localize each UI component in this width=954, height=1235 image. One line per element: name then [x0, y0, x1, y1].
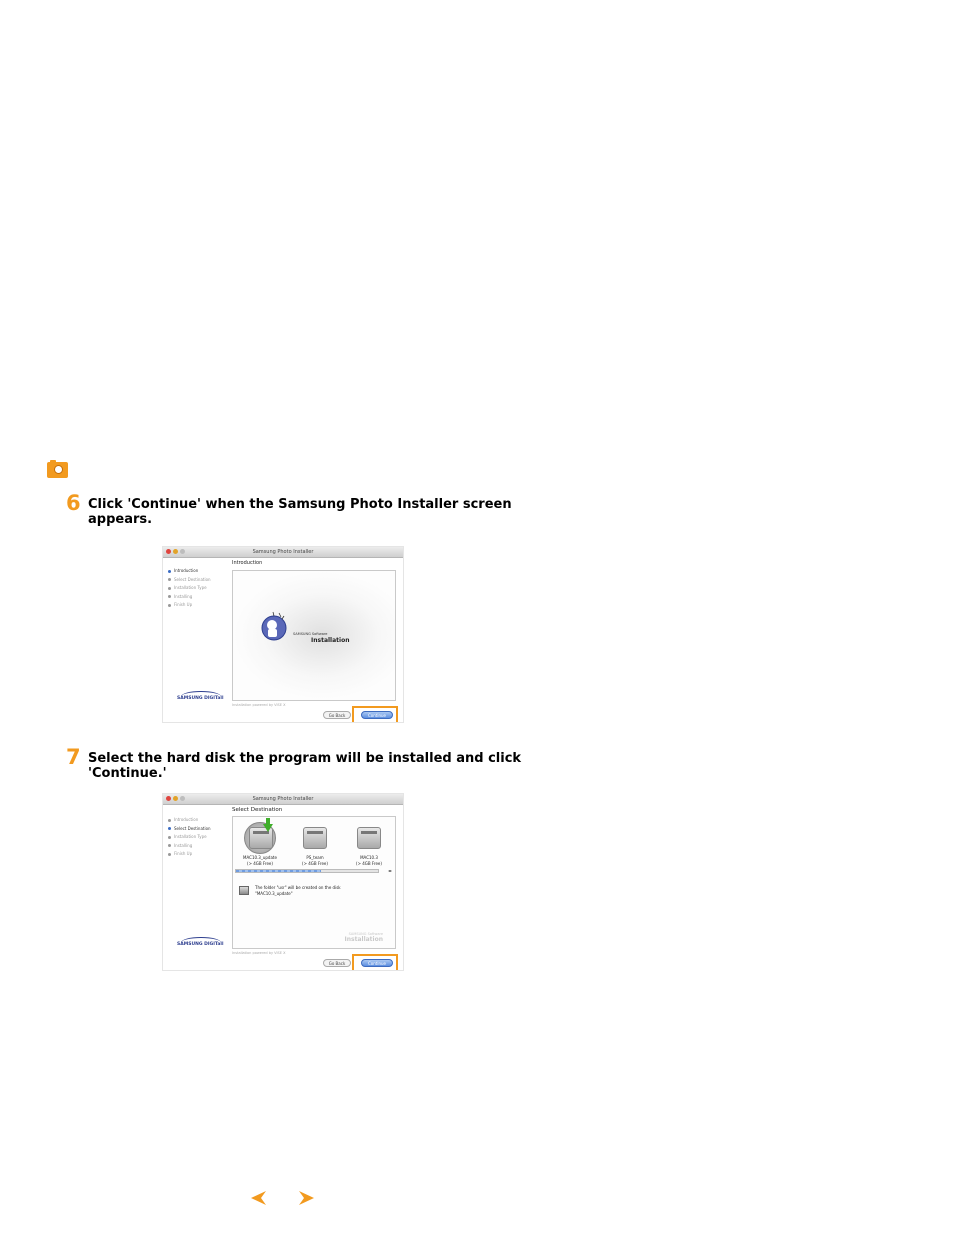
disk-option[interactable] — [353, 825, 385, 851]
brand-large-text: Installation — [311, 637, 350, 644]
sidebar-item: Introduction — [168, 567, 230, 576]
folder-disk-icon — [239, 886, 249, 895]
section-title: Select Destination — [232, 807, 283, 813]
continue-highlight — [352, 954, 398, 971]
step-number: 7 — [66, 745, 81, 769]
sidebar-item: Introduction — [168, 816, 230, 825]
step-number: 6 — [66, 491, 81, 515]
arrow-right-icon[interactable] — [298, 1190, 316, 1206]
sidebar-item: Installing — [168, 593, 230, 602]
destination-pane — [232, 816, 396, 949]
continue-button[interactable]: Continue — [361, 959, 393, 967]
installer-footnote: Installation powered by VISE X — [232, 951, 286, 955]
sidebar-item: Select Destination — [168, 576, 230, 585]
sidebar-item: Installing — [168, 842, 230, 851]
step-instruction: Select the hard disk the program will be installed and click 'Continue.' — [88, 751, 522, 781]
sidebar-item: Select Destination — [168, 825, 230, 834]
samsung-logo: SAMSUNG DIGITall — [177, 691, 223, 704]
sidebar-item: Installation Type — [168, 833, 230, 842]
disk-scrollbar[interactable] — [235, 869, 379, 873]
go-back-button[interactable]: Go Back — [323, 711, 351, 719]
hard-disk-icon — [357, 827, 381, 849]
scroll-arrows-icon[interactable]: ◂▸ — [387, 868, 392, 873]
sidebar-item: Finish Up — [168, 601, 230, 610]
installation-watermark: SAMSUNG Software Installation — [344, 932, 383, 943]
disk-label: MAC10.3 (> 4GB Free) — [356, 855, 382, 866]
window-titlebar — [163, 794, 403, 805]
go-back-button[interactable]: Go Back — [323, 959, 351, 967]
samsung-logo: SAMSUNG DIGITall — [177, 937, 223, 950]
installer-screenshot-introduction — [162, 546, 404, 723]
hard-disk-icon — [303, 827, 327, 849]
installer-steps-sidebar — [168, 567, 230, 610]
installer-mascot-icon — [259, 611, 289, 641]
installer-steps-sidebar — [168, 816, 230, 859]
installer-screenshot-select-destination — [162, 793, 404, 971]
step-instruction: Click 'Continue' when the Samsung Photo Installer screen appears. — [88, 497, 512, 527]
window-titlebar — [163, 547, 403, 558]
disk-option-selected[interactable] — [244, 822, 276, 854]
section-title: Introduction — [232, 560, 263, 566]
window-title: Samsung Photo Installer — [252, 549, 314, 555]
disk-option[interactable] — [299, 825, 331, 851]
installer-footnote: Installation powered by VISE X — [232, 703, 286, 707]
arrow-left-icon[interactable] — [249, 1190, 267, 1206]
continue-highlight — [352, 706, 398, 723]
window-title: Samsung Photo Installer — [252, 796, 314, 802]
scrollbar-thumb — [236, 870, 321, 872]
camera-lens — [54, 465, 63, 474]
camera-icon — [47, 462, 68, 478]
sidebar-item: Installation Type — [168, 584, 230, 593]
continue-button[interactable]: Continue — [361, 711, 393, 719]
disk-label: PS_team (> 4GB Free) — [302, 855, 328, 866]
sidebar-item: Finish Up — [168, 850, 230, 859]
disk-label: MAC10.3_update (> 4GB Free) — [243, 855, 277, 866]
brand-small-text: SAMSUNG Software — [293, 632, 328, 636]
intro-pane — [232, 570, 396, 701]
install-arrow-icon — [263, 824, 273, 832]
destination-note: The folder "usr" will be created on the disk "MAC10.3_update" — [255, 885, 341, 896]
